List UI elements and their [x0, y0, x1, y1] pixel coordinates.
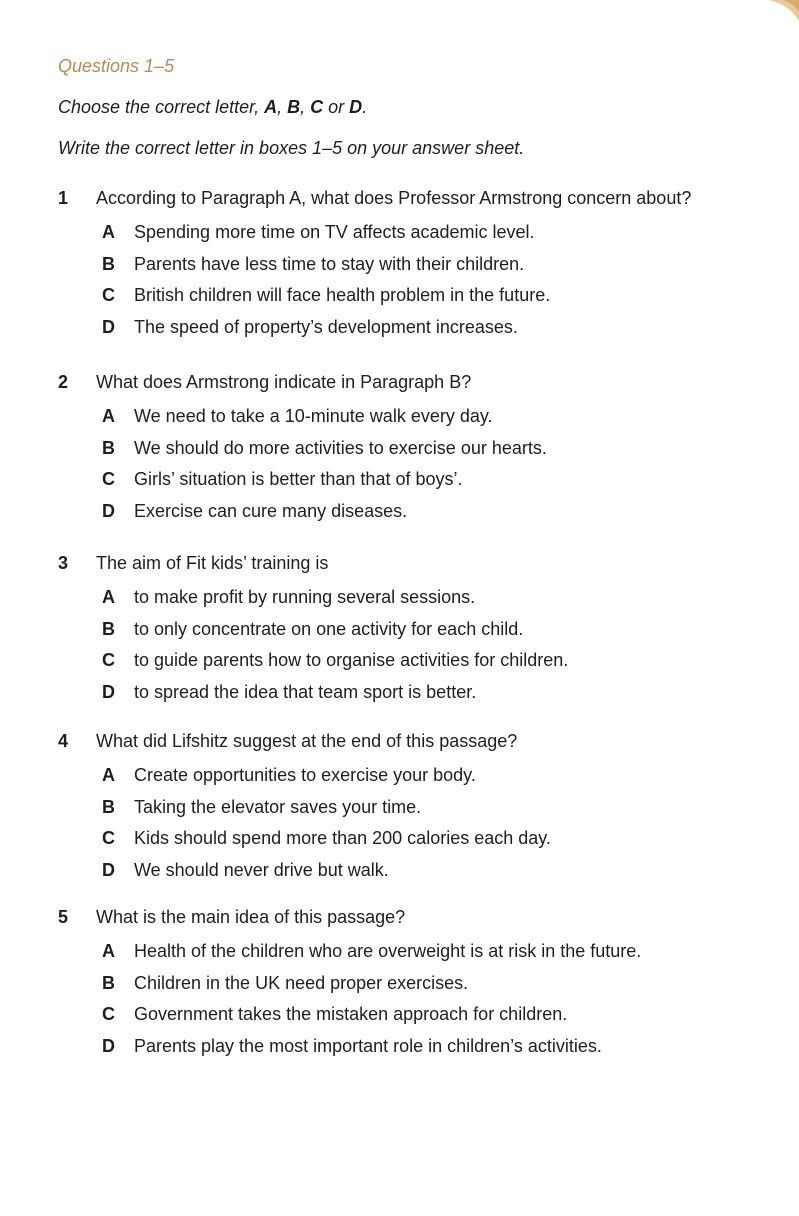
- question-text: What did Lifshitz suggest at the end of this passage?: [96, 731, 518, 751]
- question-stem: [58, 907, 758, 928]
- option-b: [102, 973, 758, 1005]
- instruction-prefix: Choose the correct letter,: [58, 97, 265, 117]
- question-stem: [58, 553, 758, 574]
- option-text: We should do more activities to exercise our hearts.: [134, 437, 547, 458]
- option-text: to only concentrate on one activity for each child.: [134, 618, 524, 639]
- option-text: to make profit by running several sessions.: [134, 587, 476, 607]
- letter-d: D: [349, 97, 363, 117]
- option-text: Taking the elevator saves your time.: [134, 796, 422, 817]
- option-text: Girls’ situation is better than that of boys’.: [134, 469, 463, 489]
- option-b: [102, 619, 758, 651]
- option-letter: C: [102, 1004, 115, 1024]
- question-5: [58, 907, 758, 1067]
- option-text: Create opportunities to exercise your body.: [134, 765, 476, 785]
- separator: ,: [277, 97, 288, 117]
- option-list: [58, 406, 758, 532]
- instruction-choose-letter: [58, 97, 367, 118]
- option-c: [102, 650, 758, 682]
- option-letter: B: [102, 618, 115, 639]
- option-c: [102, 469, 758, 501]
- option-text: Exercise can cure many diseases.: [134, 500, 408, 521]
- question-number: 3: [58, 553, 69, 573]
- question-4: [58, 731, 758, 891]
- section-title: Questions 1–5: [58, 56, 175, 76]
- option-a: [102, 222, 758, 254]
- letter-c: C: [310, 97, 324, 117]
- option-letter: D: [102, 1035, 115, 1056]
- instruction-answer-sheet: Write the correct letter in boxes 1–5 on your answer sheet.: [58, 138, 525, 158]
- corner-decoration-icon: [739, 0, 799, 60]
- question-stem: [58, 188, 758, 209]
- option-d: [102, 860, 758, 892]
- option-letter: A: [102, 222, 115, 242]
- option-letter: C: [102, 650, 115, 670]
- option-letter: B: [102, 796, 115, 817]
- question-text: What is the main idea of this passage?: [96, 907, 406, 927]
- option-letter: B: [102, 972, 115, 993]
- option-text: British children will face health problem in the future.: [134, 285, 551, 305]
- option-text: Spending more time on TV affects academic level.: [134, 222, 535, 242]
- instruction-suffix: .: [362, 97, 368, 117]
- option-letter: A: [102, 941, 115, 961]
- option-text: Government takes the mistaken approach for children.: [134, 1004, 568, 1024]
- option-letter: B: [102, 437, 115, 458]
- option-letter: B: [102, 253, 115, 274]
- option-letter: D: [102, 500, 115, 521]
- option-c: [102, 285, 758, 317]
- letter-a: A: [264, 97, 278, 117]
- option-letter: C: [102, 828, 115, 848]
- option-letter: D: [102, 859, 115, 880]
- option-a: [102, 587, 758, 619]
- option-d: [102, 682, 758, 714]
- option-a: [102, 941, 758, 973]
- option-text: The speed of property’s development increases.: [134, 316, 518, 337]
- option-letter: C: [102, 285, 115, 305]
- option-d: [102, 501, 758, 533]
- option-letter: C: [102, 469, 115, 489]
- question-3: [58, 553, 758, 713]
- question-text: According to Paragraph A, what does Professor Armstrong concern about?: [96, 188, 692, 208]
- option-text: Parents play the most important role in children’s activities.: [134, 1035, 602, 1056]
- separator-or: or: [323, 97, 350, 117]
- question-text: The aim of Fit kids’ training is: [96, 553, 329, 573]
- question-1: [58, 188, 758, 348]
- question-stem: [58, 731, 758, 752]
- option-letter: A: [102, 765, 115, 785]
- option-text: We should never drive but walk.: [134, 859, 389, 880]
- letter-b: B: [287, 97, 301, 117]
- option-list: [58, 941, 758, 1067]
- option-text: Health of the children who are overweight is at risk in the future.: [134, 941, 642, 961]
- option-a: [102, 406, 758, 438]
- option-text: to guide parents how to organise activities for children.: [134, 650, 569, 670]
- option-text: Parents have less time to stay with their children.: [134, 253, 525, 274]
- option-text: Kids should spend more than 200 calories each day.: [134, 828, 551, 848]
- option-b: [102, 254, 758, 286]
- separator: ,: [300, 97, 311, 117]
- option-d: [102, 1036, 758, 1068]
- question-text: What does Armstrong indicate in Paragraph B?: [96, 372, 472, 392]
- option-text: Children in the UK need proper exercises.: [134, 972, 469, 993]
- option-list: [58, 587, 758, 713]
- question-number: 2: [58, 372, 69, 392]
- option-a: [102, 765, 758, 797]
- option-letter: A: [102, 587, 115, 607]
- option-c: [102, 1004, 758, 1036]
- question-number: 5: [58, 907, 69, 927]
- option-list: [58, 765, 758, 891]
- option-letter: D: [102, 316, 115, 337]
- question-stem: [58, 372, 758, 393]
- option-text: We need to take a 10-minute walk every day.: [134, 406, 493, 426]
- option-b: [102, 797, 758, 829]
- option-letter: D: [102, 681, 115, 702]
- option-list: [58, 222, 758, 348]
- option-b: [102, 438, 758, 470]
- option-letter: A: [102, 406, 115, 426]
- question-number: 4: [58, 731, 69, 751]
- option-text: to spread the idea that team sport is better.: [134, 681, 477, 702]
- question-2: [58, 372, 758, 532]
- question-number: 1: [58, 188, 69, 208]
- option-d: [102, 317, 758, 349]
- option-c: [102, 828, 758, 860]
